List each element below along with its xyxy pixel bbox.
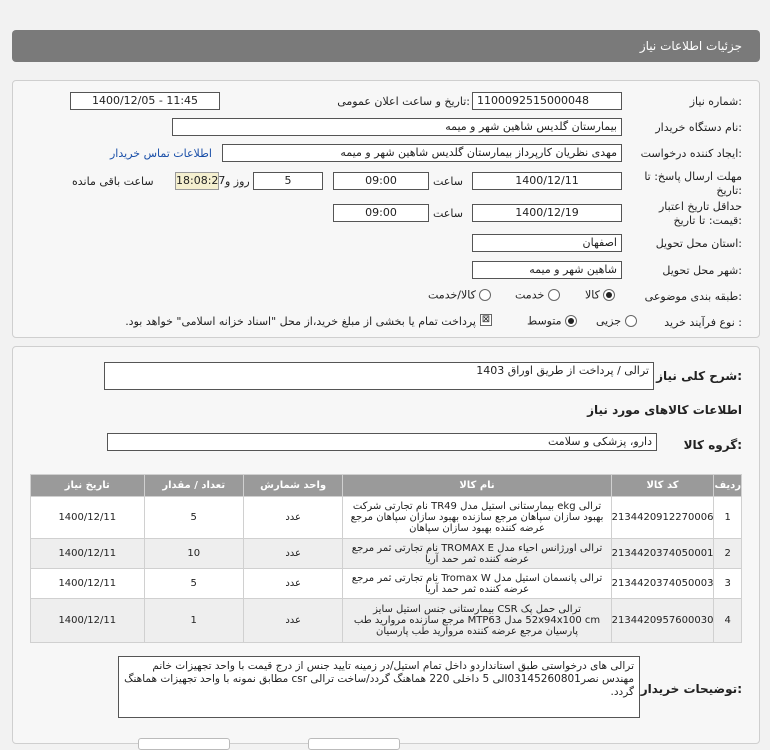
- reply-time-label: ساعت: [433, 175, 463, 188]
- table-row: [31, 539, 742, 569]
- row-qty: 5: [144, 569, 243, 599]
- row-unit: عدد: [243, 599, 342, 643]
- category-goods-radio[interactable]: [603, 289, 615, 301]
- row-date: 1400/12/11: [31, 539, 145, 569]
- process-minor-option[interactable]: [596, 314, 637, 328]
- category-goods-option[interactable]: [585, 288, 615, 302]
- row-unit: عدد: [243, 539, 342, 569]
- goods-info-title: اطلاعات کالاهای مورد نیاز: [587, 403, 742, 417]
- row-qty: 5: [144, 497, 243, 539]
- reply-date-field: 1400/12/11: [472, 172, 622, 190]
- row-unit: عدد: [243, 497, 342, 539]
- row-date: 1400/12/11: [31, 599, 145, 643]
- process-label: نوع فرآیند خرید :: [664, 316, 742, 329]
- summary-label: شرح کلی نیاز:: [656, 369, 742, 383]
- row-code: 2134420957600030: [611, 599, 714, 643]
- row-unit: عدد: [243, 569, 342, 599]
- treasury-checkbox[interactable]: ⊠: [481, 314, 491, 325]
- col-unit: واحد شمارش: [243, 475, 342, 497]
- category-goods-label: کالا: [585, 288, 600, 302]
- col-name: نام کالا: [343, 475, 611, 497]
- contact-buyer-link[interactable]: اطلاعات تماس خریدار: [110, 147, 212, 160]
- bottom-button-left[interactable]: [138, 738, 230, 750]
- row-code: 2134420374050001: [611, 539, 714, 569]
- province-label: استان محل تحویل:: [655, 237, 742, 250]
- process-minor-radio[interactable]: [625, 315, 637, 327]
- days-field: 5: [253, 172, 323, 190]
- city-label: شهر محل تحویل:: [662, 264, 742, 277]
- remaining-label: ساعت باقی مانده: [72, 175, 154, 188]
- validity-time-label: ساعت: [433, 207, 463, 220]
- buyer-notes-label: توضیحات خریدار:: [640, 682, 742, 696]
- row-index: 4: [714, 599, 742, 643]
- category-service-radio[interactable]: [548, 289, 560, 301]
- need-number-label: شماره نیاز:: [689, 95, 742, 108]
- table-row: [31, 569, 742, 599]
- reply-deadline-label: مهلت ارسال پاسخ: تا تاریخ:: [644, 170, 742, 197]
- days-label: روز و: [225, 175, 250, 188]
- category-label: طبقه بندی موضوعی:: [644, 290, 742, 303]
- row-code: 2134420912270006: [611, 497, 714, 539]
- category-service-label: خدمت: [515, 288, 545, 302]
- col-code: کد کالا: [611, 475, 714, 497]
- buyer-org-label: نام دستگاه خریدار:: [655, 121, 742, 134]
- category-both-label: کالا/خدمت: [428, 288, 476, 302]
- col-qty: تعداد / مقدار: [144, 475, 243, 497]
- row-qty: 10: [144, 539, 243, 569]
- row-date: 1400/12/11: [31, 569, 145, 599]
- row-code: 2134420374050003: [611, 569, 714, 599]
- row-qty: 1: [144, 599, 243, 643]
- category-both-radio[interactable]: [479, 289, 491, 301]
- process-medium-radio[interactable]: [565, 315, 577, 327]
- row-index: 3: [714, 569, 742, 599]
- table-row: [31, 599, 742, 643]
- process-medium-option[interactable]: [527, 314, 577, 328]
- col-index: ردیف: [714, 475, 742, 497]
- row-name: ترالی پانسمان استیل مدل Tromax W نام تجارتی ثمر مرجع عرضه کننده ثمر حمد آریا: [343, 569, 611, 599]
- city-field: شاهین شهر و میمه: [472, 261, 622, 279]
- need-number-field: 1100092515000048: [472, 92, 622, 110]
- process-medium-label: متوسط: [527, 314, 562, 328]
- row-name: ترالی اورژانس احیاء مدل TROMAX E نام تجارتی ثمر مرجع عرضه کننده ثمر حمد آریا: [343, 539, 611, 569]
- summary-field: ترالی / پرداخت از طریق اوراق 1403: [104, 362, 654, 390]
- bottom-button-right[interactable]: [308, 738, 400, 750]
- col-date: تاریخ نیاز: [31, 475, 145, 497]
- table-row: [31, 497, 742, 539]
- category-both-option[interactable]: [428, 288, 491, 302]
- goods-group-label: گروه کالا:: [683, 438, 742, 452]
- announce-field: 1400/12/05 - 11:45: [70, 92, 220, 110]
- requester-label: ایجاد کننده درخواست:: [640, 147, 742, 160]
- validity-time-field: 09:00: [333, 204, 429, 222]
- validity-label: حداقل تاریخ اعتبار قیمت: تا تاریخ:: [658, 200, 742, 227]
- page-header: [12, 30, 760, 62]
- process-minor-label: جزیی: [596, 314, 622, 328]
- goods-group-field: دارو، پزشکی و سلامت: [107, 433, 657, 451]
- buyer-org-field: بیمارستان گلدیس شاهین شهر و میمه: [172, 118, 622, 136]
- row-name: ترالی ekg بیمارستانی استیل مدل TR49 نام تجارتی شرکت بهبود سازان سپاهان مرجع سازنده بهبود سازان سپاهان مرجع عرضه کننده بهبود سازان سپاهان: [343, 497, 611, 539]
- items-table: [30, 474, 742, 643]
- announce-label: تاریخ و ساعت اعلان عمومی:: [337, 95, 470, 108]
- row-date: 1400/12/11: [31, 497, 145, 539]
- buyer-notes-field: ترالی های درخواستی طبق استانداردو داخل تمام استیل/در زمینه تایید جنس از درج قیمت با واحد تجهیزات خانم مهندس نصر03145260801الی 5 داخلی 220 هماهنگ گردد/ساخت ترالی csr مطابق نمونه با واحد تجهیزات هماهنگ گردد.: [118, 656, 640, 718]
- row-name: ترالی حمل پک CSR بیمارستانی جنس استیل سایز 52x94x100 cm مدل MTP63 مرجع سازنده مروارید طب پارسیان مرجع عرضه کننده مروارید طب پارسیان: [343, 599, 611, 643]
- table-header-row: [31, 475, 742, 497]
- province-field: اصفهان: [472, 234, 622, 252]
- requester-field: مهدی نظریان کارپرداز بیمارستان گلدیس شاهین شهر و میمه: [222, 144, 622, 162]
- payment-note: پرداخت تمام یا بخشی از مبلغ خرید،از محل "اسناد خزانه اسلامی" خواهد بود.: [125, 315, 476, 328]
- row-index: 1: [714, 497, 742, 539]
- category-service-option[interactable]: [515, 288, 560, 302]
- reply-time-field: 09:00: [333, 172, 429, 190]
- validity-date-field: 1400/12/19: [472, 204, 622, 222]
- remaining-time-field: 18:08:27: [175, 172, 219, 190]
- page-title: جزئیات اطلاعات نیاز: [639, 39, 742, 53]
- row-index: 2: [714, 539, 742, 569]
